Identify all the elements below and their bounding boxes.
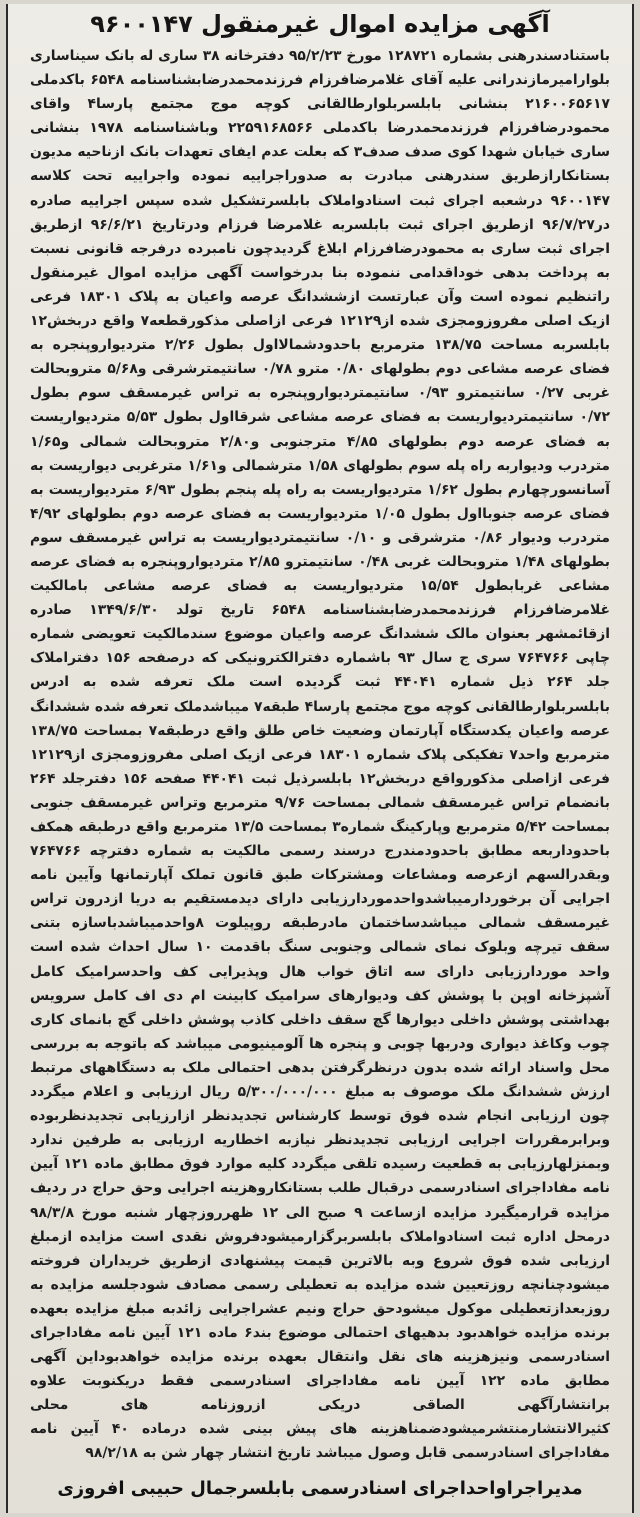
notice-signature: مدیراجراواحداجرای اسنادرسمی بابلسرجمال حبیبی افروزی [57,1478,583,1499]
newspaper-clipping [6,4,634,1513]
notice-title: آگهی مزایده اموال غیرمنقول ۹۶۰۰۱۴۷ [90,10,550,38]
notice-body: باستنادسندرهنی بشماره ۱۲۸۷۲۱ مورخ ۹۵/۲/۲۳ دفترخانه ۳۸ ساری له بانک سیناساری بلوارامیرمازندرانی علیه آقای غلامرضافرزام فرزندمحمدرضابشناسنامه ۶۵۴۸ باکدملی ۲۱۶۰۰۶۵۶۱۷ بنشانی بابلسربلوارطالقانی کوچه موج مجتمع پارسا۴ واقای محمودرضافرزام فرزندمحمدرضا باکدملی ۲۲۵۹۱۶۸۵۶۶ وباشناسنامه ۱۹۷۸ بنشانی ساری خیابان شهدا کوی صدف صدف۳ که بعلت عدم ایفای تعهدات بانک ازناحیه مدیون بستانکارازطریق سندرهنی مبادرت به صدوراجراییه نموده واجراییه تحت کلاسه ۹۶۰۰۱۴۷ درشعبه اجرای ثبت اسنادواملاک بابلسرتشکیل شده سپس اجراییه صادره در۹۶/۷/۲۷ ازطریق اجرای ثبت بابلسربه غلامرضا فرزام ودرتاریخ ۹۶/۶/۲۱ ازطریق اجرای ثبت ساری به محمودرضافرزام ابلاغ گردیدچون نامبرده درفرجه قانونی نسبت به پرداخت بدهی خوداقدامی ننموده بنا بدرخواست آگهی مزایده اموال غیرمنقول راتنظیم نموده است وآن عبارتست ازششدانگ عرصه واعیان به پلاک ۱۸۳۰۱ فرعی ازیک اصلی مفروزومجزی شده از۱۲۱۲۹ فرعی ازاصلی مذکورقطعه۷ واقع دربخش۱۲ بابلسربه مساحت ۱۳۸/۷۵ مترمربع باحدودشمالااول بطول ۲/۲۶ متردیواروپنجره به فضای عرصه مشاعی دوم بطولهای ۰/۸۰ مترو ۰/۷۸ سانتیمترشرقی و۵/۶۸ متروبحالت غربی ۰/۲۷ سانتیمترو ۰/۹۳ سانتیمتردیواروپنجره به تراس غیرمسقف سوم بطول ۰/۷۲ سانتیمتردیواریست به فضای عرصه مشاعی شرقااول بطول ۵/۵۳ متردیواریست به فضای عرصه دوم بطولهای ۴/۸۵ مترجنوبی و۲/۸۰ متروبحالت شمالی و۱/۶۵ متردرب ودیواربه راه پله سوم بطولهای ۱/۵۸ مترشمالی و۱/۶۱ مترغربی دیواریست به آسانسورچهارم بطول ۱/۶۲ متردیواریست به راه پله پنجم بطول ۶/۹۳ متردیواریست به فضای عرصه جنوبااول بطول ۱/۰۵ متردیواریست به فضای عرصه دوم بطولهای ۴/۹۲ متردرب ودیوار ۰/۸۶ مترشرقی و ۰/۱۰ سانتیمتردیواریست به تراس غیرمسقف سوم بطولهای ۱/۴۸ متروبحالت غربی ۰/۴۸ سانتیمترو ۲/۸۵ متردیواروپنجره به فضای عرصه مشاعی غربابطول ۱۵/۵۴ متردیواریست به فضای عرصه مشاعی بامالکیت غلامرضافرزام فرزندمحمدرضابشناسنامه ۶۵۴۸ تاریخ تولد ۱۳۴۹/۶/۳۰ صادره ازقائمشهر بعنوان مالک ششدانگ عرصه واعیان موضوع سندمالکیت تعویضی شماره چاپی ۷۶۴۷۶۶ سری ج سال ۹۳ باشماره دفترالکترونیکی که درصفحه ۱۵۶ دفتراملاک جلد ۲۶۴ ذیل شماره ۴۴۰۴۱ ثبت گردیده است ملک تعرفه شده به ادرس بابلسربلوارطالقانی کوچه موج مجتمع پارسا۴ طبقه۷ میباشدملک تعرفه شده ششدانگ عرصه واعیان یکدستگاه آپارتمان وضعیت خاص طلق واقع درطبقه۷ بمساحت ۱۳۸/۷۵ مترمربع واحد۷ تفکیکی پلاک شماره ۱۸۳۰۱ فرعی ازیک اصلی مفروزومجزی از۱۲۱۲۹ فرعی ازاصلی مذکورواقع دربخش۱۲ بابلسرذیل ثبت ۴۴۰۴۱ صفحه ۱۵۶ دفترجلد ۲۶۴ بانضمام تراس غیرمسقف شمالی بمساحت ۹/۷۶ مترمربع وتراس غیرمسقف جنوبی بمساحت ۵/۴۲ مترمربع وپارکینگ شماره۳ بمساحت ۱۳/۵ مترمربع واقع درطبقه همکف باحدوداربعه مطابق باحدودمندرج درسند رسمی مالکیت به شماره دفترچه ۷۶۴۷۶۶ وبقدرالسهم ازعرصه ومشاعات ومشترکات طبق قانون تملک آپارتمانها وآیین نامه اجرایی آن برخوردارمیباشدواحدموردارزیابی دارای دیدمستقیم به دریا ازدرون تراس غیرمسقف شمالی میباشدساختمان مادرطبقه روپیلوت ۸واحدمیباشدباسازه بتنی سقف تیرچه وبلوک نمای شمالی وجنوبی سنگ باقدمت ۱۰ سال احداث شده است واحد موردارزیابی دارای سه اتاق خواب هال وپذیرایی کف واحدسرامیک کامل آشپزخانه اوپن با پوشش کف ودیوارهای سرامیک کابینت ام دی اف کامل سرویس بهداشتی پوشش داخلی دیوارها گچ سقف داخلی کاذب پوشش داخلی گچ بانمای کاری چوب وکاغذ دیواری ودربها چوبی و پنجره ها آلومینیومی میباشد که باتوجه به بررسی محل واسناد ارائه شده بدون درنظرگرفتن بدهی احتمالی ملک به دستگاههای مرتبط ارزش ششدانگ ملک موصوف به مبلغ ۵/۳۰۰/۰۰۰/۰۰۰ ریال ارزیابی و اعلام میگردد چون ارزیابی انجام شده فوق توسط کارشناس تجدیدنظر ازارزیابی تجدیدنظربوده وبرابرمقررات اجرایی ارزیابی تجدیدنظر نیازبه اخطاریه ارزیابی به طرفین ندارد وبمنزلهارزیابی به قطعیت رسیده تلقی میگردد کلیه موارد فوق مطابق ماده ۱۲۱ آیین نامه مفاداجرای اسنادرسمی درقبال طلب بستانکاروهزینه اجرایی وحق حراج در ردیف مزایده قرارمیگیرد مزایده ازساعت ۹ صبح الی ۱۲ ظهرروزچهار شنبه مورخ ۹۸/۳/۸ درمحل اداره ثبت اسنادواملاک بابلسربرگزارمیشودفروش نقدی است مزایده ازمبلغ ارزیابی شده فوق شروع وبه بالاترین قیمت پیشنهادی ازطریق خریداران فروخته میشودچنانچه روزتعیین شده مزایده به تعطیلی رسمی مصادف شودجلسه مزایده به روزبعدازتعطیلی موکول میشودحق حراج ونیم عشراجرایی زائدبه مبلغ مزایده بعهده برنده مزایده خواهدبود بدهیهای احتمالی موضوع بند۶ ماده ۱۲۱ آیین نامه مفاداجرای اسنادرسمی ونیزهزینه های نقل وانتقال بعهده برنده مزایده خواهدبوداین آگهی مطابق ماده ۱۲۲ آیین نامه مفاداجرای اسنادرسمی فقط دریکنوبت علاوه برانتشارآگهی الصاقی دریکی ازروزنامه های محلی کثیرالانتشارمنتشرمیشودضمناهزینه های پیش بینی شده درماده ۴۰ آیین نامه مفاداجرای اسنادرسمی قابل وصول میباشد تاریخ انتشار چهار شن به ۹۸/۲/۱۸ [30,48,611,1462]
